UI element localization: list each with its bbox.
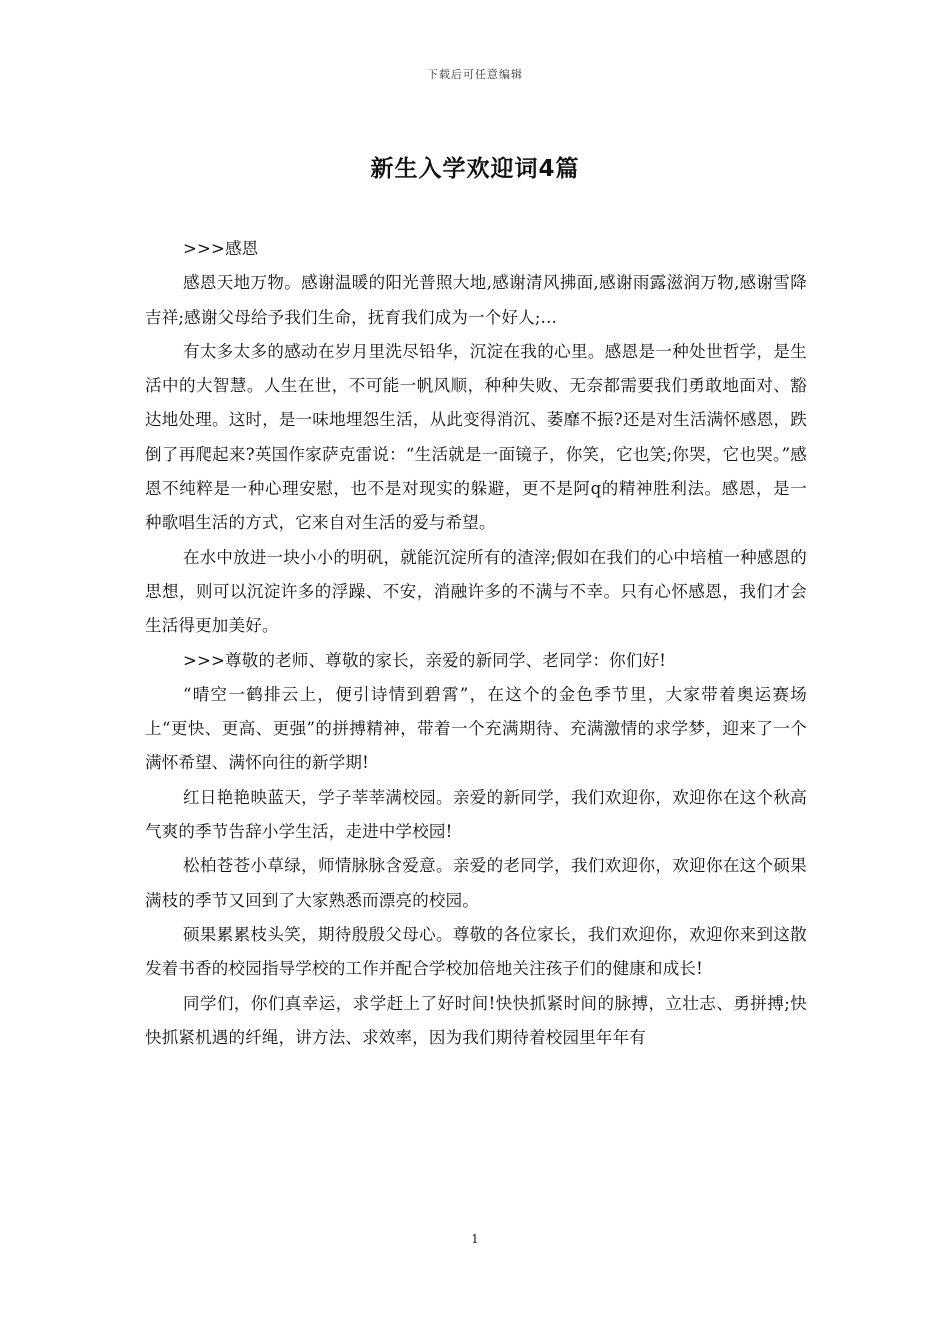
paragraph-10: 同学们，你们真幸运，求学赶上了好时间!快快抓紧时间的脉搏，立壮志、勇拼搏;快快抓紧机遇的纤绳，讲方法、求效率，因为我们期待着校园里年年有 xyxy=(145,993,807,1047)
page-number: 1 xyxy=(471,1232,479,1246)
paragraph-6: “晴空一鹤排云上，便引诗情到碧霄”，在这个的金色季节里，大家带着奥运赛场上“更快、更高、更强”的拼搏精神，带着一个充满期待、充满激情的求学梦，迎来了一个满怀希望、满怀向往的新学期! xyxy=(145,684,807,773)
paragraph-7: 红日艳艳映蓝天，学子莘莘满校园。亲爱的新同学，我们欢迎你，欢迎你在这个秋高气爽的季节告辞小学生活，走进中学校园! xyxy=(145,787,807,842)
paragraph-4: 在水中放进一块小小的明矾，就能沉淀所有的渣滓;假如在我们的心中培植一种感恩的思想，则可以沉淀许多的浮躁、不安，消融许多的不满与不幸。只有心怀感恩，我们才会生活得更加美好。 xyxy=(145,547,807,636)
document-title: 新生入学欢迎词4篇 xyxy=(370,156,580,182)
paragraph-2: 感恩天地万物。感谢温暖的阳光普照大地,感谢清风拂面,感谢雨露滋润万物,感谢雪降吉祥;感谢父母给予我们生命，抚育我们成为一个好人;... xyxy=(145,273,807,327)
header-note: 下载后可任意编辑 xyxy=(427,68,523,81)
paragraph-1: >>>感恩 xyxy=(183,239,259,258)
paragraph-9: 硕果累累枝头笑，期待殷殷父母心。尊敬的各位家长，我们欢迎你，欢迎你来到这散发着书香的校园指导学校的工作并配合学校加倍地关注孩子们的健康和成长! xyxy=(145,924,807,979)
document-body xyxy=(145,232,807,1055)
paragraph-5: >>>尊敬的老师、尊敬的家长，亲爱的新同学、老同学：你们好! xyxy=(183,650,667,670)
paragraph-8: 松柏苍苍小草绿，师情脉脉含爱意。亲爱的老同学，我们欢迎你，欢迎你在这个硕果满枝的季节又回到了大家熟悉而漂亮的校园。 xyxy=(145,856,807,910)
paragraph-3: 有太多太多的感动在岁月里洗尽铅华，沉淀在我的心里。感恩是一种处世哲学，是生活中的大智慧。人生在世，不可能一帆风顺，种种失败、无奈都需要我们勇敢地面对、豁达地处理。这时，是一味地埋怨生活，从此变得消沉、萎靡不振?还是对生活满怀感恩，跌倒了再爬起来?英国作家萨克雷说：“生活就是一面镜子，你笑，它也笑;你哭，它也哭。”感恩不纯粹是一种心理安慰，也不是对现实的躲避，更不是阿q的精神胜利法。感恩，是一种歌唱生活的方式，它来自对生活的爱与希望。 xyxy=(145,341,807,533)
